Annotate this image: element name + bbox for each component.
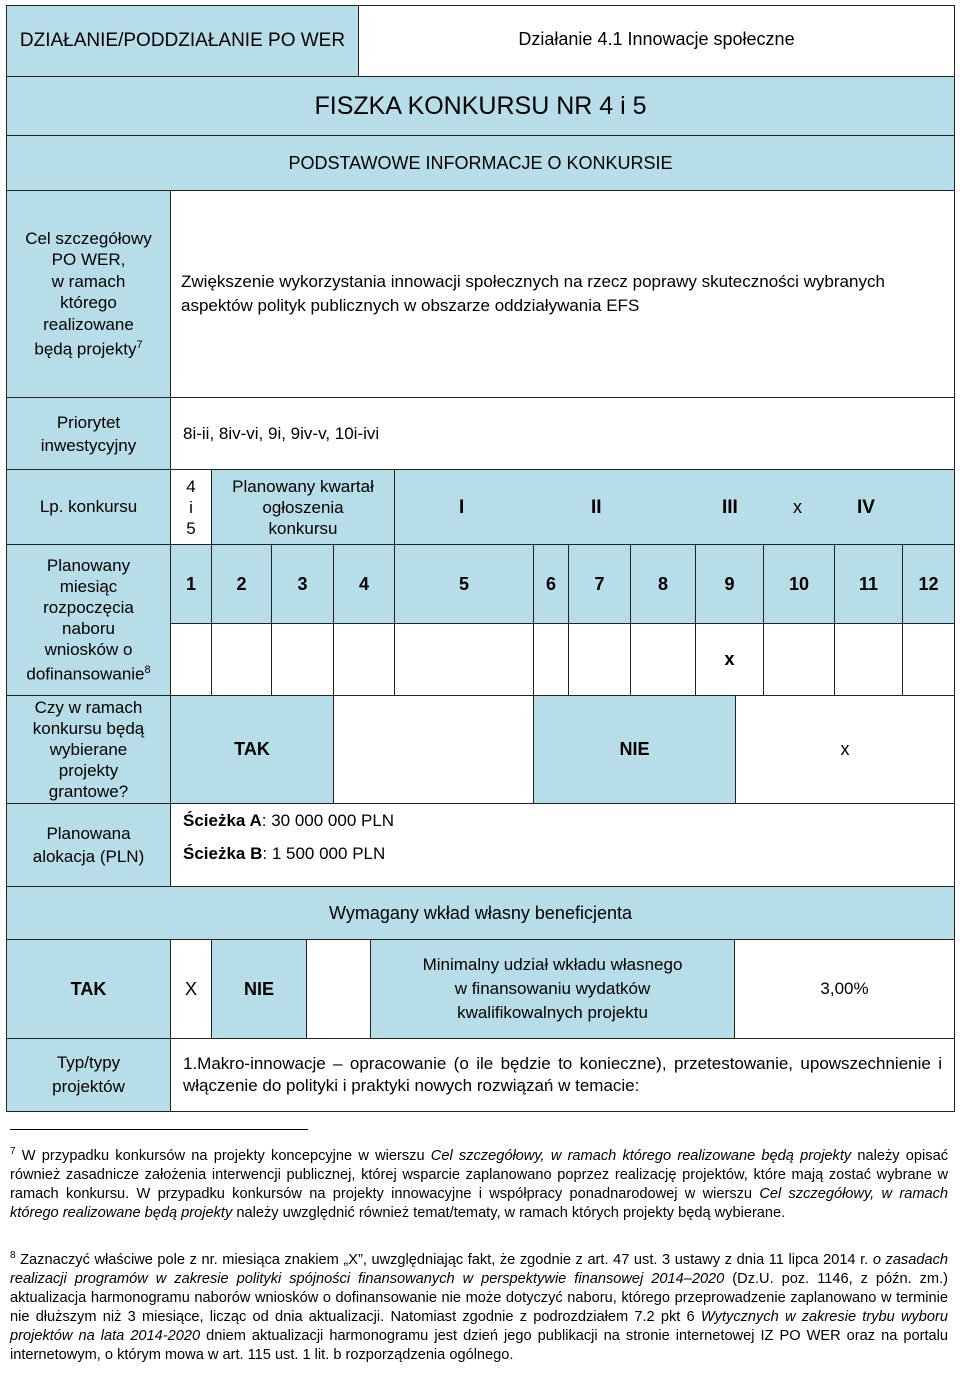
cel-label-line: PO WER, bbox=[51, 250, 126, 270]
month-number: 3 bbox=[297, 573, 308, 594]
grantowe-label-line: Czy w ramach bbox=[34, 698, 143, 717]
alokacja-label-cell bbox=[6, 803, 171, 887]
month-number: 4 bbox=[358, 573, 369, 594]
footnote-7 bbox=[10, 1142, 948, 1223]
lp-label-cell bbox=[6, 469, 171, 545]
cel-label-line: Cel szczegółowy bbox=[25, 228, 152, 248]
quarter-i: I bbox=[459, 497, 465, 518]
month-mark-cell-9[interactable] bbox=[695, 623, 764, 696]
footnote-8-text: dniem aktualizacji harmonogramu jest dzień jego publikacji na stronie internetowej IZ PO WER oraz na portalu internetowym, o którym mowa w art. 115 ust. 1 lit. b rozporządzenia ogólnego. bbox=[10, 1327, 948, 1363]
quarter-ii: II bbox=[591, 497, 602, 518]
grantowe-tak-label: TAK bbox=[234, 739, 270, 759]
typ-label-cell bbox=[6, 1038, 171, 1112]
cel-label-line bbox=[34, 335, 142, 360]
cel-value: Zwiększenie wykorzystania innowacji społecznych na rzecz poprawy skuteczności wybranych aspektów polityk publicznych w obszarze oddziaływania EFS bbox=[181, 272, 885, 315]
footnote-7-number: 7 bbox=[10, 1146, 16, 1157]
month-mark-cell[interactable] bbox=[394, 623, 534, 696]
action-label-cell bbox=[6, 5, 359, 77]
footnote-7-text: należy uwzględnić również temat/tematy, w ramach których projekty będą wybierane. bbox=[232, 1204, 786, 1221]
footnote-7-italic: Cel szczegółowy, w ramach którego realizowane będą projekty bbox=[10, 1185, 949, 1221]
miesiac-label-line bbox=[26, 660, 150, 685]
grantowe-label-line: konkursu będą bbox=[32, 719, 145, 738]
month-cell bbox=[533, 544, 569, 624]
month-cell bbox=[211, 544, 272, 624]
cel-value-cell bbox=[170, 190, 955, 398]
month-number: 8 bbox=[657, 573, 668, 594]
wklad-title-cell bbox=[6, 886, 955, 940]
month-number: 9 bbox=[724, 573, 735, 594]
grantowe-nie-mark-cell[interactable] bbox=[735, 695, 955, 804]
grantowe-nie-label: NIE bbox=[619, 739, 650, 759]
footnote-ref-8: 8 bbox=[144, 664, 151, 677]
subtitle-cell bbox=[6, 135, 955, 191]
footnote-separator bbox=[10, 1129, 308, 1130]
cel-label-line: w ramach bbox=[51, 271, 126, 291]
footnote-ref-7: 7 bbox=[136, 339, 143, 352]
month-mark-cell[interactable] bbox=[211, 623, 272, 696]
alokacja-sciezka-b bbox=[183, 837, 385, 870]
typ-value: 1.Makro-innowacje – opracowanie (o ile będzie to konieczne), przetestowanie, upowszechnienie i włączenie do polityki i praktyki nowych rozwiązań w temacie: bbox=[183, 1054, 942, 1095]
quarter-label-line: Planowany kwartał bbox=[232, 476, 374, 496]
quarter-label-line: ogłoszenia bbox=[262, 497, 344, 517]
miesiac-label-cell bbox=[6, 544, 171, 696]
alokacja-value-cell bbox=[170, 803, 955, 887]
quarter-label-line: konkursu bbox=[268, 518, 338, 538]
miesiac-label-line: rozpoczęcia bbox=[43, 598, 134, 618]
month-mark-cell[interactable] bbox=[568, 623, 631, 696]
month-cell bbox=[763, 544, 835, 624]
month-mark: x bbox=[724, 649, 735, 669]
footnote-7-italic: Cel szczegółowy, w ramach którego realizowane będą projekty bbox=[430, 1147, 852, 1164]
sciezka-b-value: : 1 500 000 PLN bbox=[262, 844, 386, 863]
month-number: 6 bbox=[545, 573, 556, 594]
sciezka-a-label: Ścieżka A bbox=[183, 811, 262, 830]
grantowe-tak-mark-cell[interactable] bbox=[333, 695, 534, 804]
month-mark-cell[interactable] bbox=[834, 623, 903, 696]
quarter-iv: IV bbox=[857, 497, 875, 518]
month-mark-cell[interactable] bbox=[630, 623, 696, 696]
month-number: 7 bbox=[594, 573, 605, 594]
quarter-mark: x bbox=[793, 497, 802, 517]
priorytet-label-cell bbox=[6, 397, 171, 470]
wklad-nie-mark-cell[interactable] bbox=[306, 939, 371, 1039]
grantowe-label-cell bbox=[6, 695, 171, 804]
action-label: DZIAŁANIE/PODDZIAŁANIE PO WER bbox=[19, 30, 346, 51]
quarter-label-cell bbox=[211, 469, 395, 545]
lp-value-line: 5 bbox=[186, 518, 196, 538]
month-mark-cell[interactable] bbox=[271, 623, 334, 696]
action-value: Działanie 4.1 Innowacje społeczne bbox=[518, 28, 795, 49]
month-number: 1 bbox=[185, 573, 196, 594]
month-number: 11 bbox=[858, 573, 879, 594]
alokacja-label-line: alokacja (PLN) bbox=[32, 847, 145, 866]
month-number: 5 bbox=[458, 573, 469, 594]
month-cell bbox=[568, 544, 631, 624]
footnote-7-text: W przypadku konkursów na projekty koncepcyjne w wierszu bbox=[15, 1147, 431, 1164]
wklad-min-label-line: w finansowaniu wydatków bbox=[454, 979, 651, 998]
month-cell bbox=[333, 544, 395, 624]
month-cell bbox=[394, 544, 534, 624]
quarter-iii: III bbox=[722, 497, 738, 518]
lp-value-cell bbox=[170, 469, 212, 545]
priorytet-label-line: Priorytet bbox=[56, 412, 121, 432]
wklad-tak-mark-cell[interactable] bbox=[170, 939, 212, 1039]
miesiac-label-last: dofinansowanie bbox=[26, 664, 145, 684]
month-number: 10 bbox=[788, 573, 810, 594]
month-cell bbox=[630, 544, 696, 624]
month-mark-cell[interactable] bbox=[902, 623, 955, 696]
wklad-tak-mark: X bbox=[184, 978, 197, 999]
month-number: 12 bbox=[918, 573, 939, 594]
action-value-cell bbox=[358, 5, 955, 77]
title-cell bbox=[6, 76, 955, 136]
priorytet-value: 8i-ii, 8iv-vi, 9i, 9iv-v, 10i-ivi bbox=[183, 423, 380, 443]
wklad-min-label-line: Minimalny udział wkładu własnego bbox=[422, 955, 683, 974]
wklad-tak-cell bbox=[6, 939, 171, 1039]
month-cell bbox=[834, 544, 903, 624]
wklad-tak-label: TAK bbox=[70, 978, 107, 999]
lp-value-line: 4 bbox=[186, 476, 196, 496]
wklad-min-label-cell bbox=[370, 939, 735, 1039]
priorytet-value-cell bbox=[170, 397, 955, 470]
grantowe-label-line: grantowe? bbox=[48, 782, 129, 801]
sciezka-a-value: : 30 000 000 PLN bbox=[261, 811, 395, 830]
miesiac-label-line: naboru bbox=[62, 619, 115, 639]
wklad-min-value: 3,00% bbox=[820, 979, 869, 998]
footnote-8-italic: Wytycznych w zakresie trybu wyboru projektów na lata 2014-2020 bbox=[10, 1308, 948, 1344]
footnote-8 bbox=[10, 1246, 948, 1365]
cel-label-line: realizowane bbox=[43, 314, 134, 334]
page-title: FISZKA KONKURSU NR 4 i 5 bbox=[314, 91, 647, 120]
wklad-nie-cell bbox=[211, 939, 307, 1039]
lp-value-line: i bbox=[189, 497, 193, 517]
typ-value-cell bbox=[170, 1038, 955, 1112]
footnote-8-text: (Dz.U. poz. 1146, z późn. zm.) aktualizacja harmonogramu naborów wniosków o dofinansowanie nie może dotyczyć naboru, którego przeprowadzenie zaplanowano w terminie nie dłuższym niż 3 miesiące, licząc od dnia aktualizacji. Natomiast zgodnie z podrozdziałem 7.2 pkt 6 bbox=[10, 1270, 948, 1325]
month-mark-cell[interactable] bbox=[170, 623, 212, 696]
miesiac-label-line: wniosków o bbox=[44, 640, 133, 660]
month-mark-cell[interactable] bbox=[533, 623, 569, 696]
alokacja-label-line: Planowana bbox=[46, 824, 131, 843]
miesiac-label-line: miesiąc bbox=[59, 577, 118, 597]
section-subtitle: PODSTAWOWE INFORMACJE O KONKURSIE bbox=[288, 152, 673, 173]
month-cell bbox=[271, 544, 334, 624]
cel-label-last: będą projekty bbox=[34, 339, 137, 359]
miesiac-label-line: Planowany bbox=[46, 556, 131, 576]
typ-label-line: projektów bbox=[52, 1077, 125, 1096]
month-mark-cell[interactable] bbox=[333, 623, 395, 696]
grantowe-label-line: wybierane bbox=[49, 740, 128, 759]
month-number: 2 bbox=[236, 573, 247, 594]
footnote-8-italic: o zasadach realizacji programów w zakresie polityki spójności finansowanych w perspektywie finansowej 2014–2020 bbox=[10, 1251, 948, 1287]
month-mark-cell[interactable] bbox=[763, 623, 835, 696]
grantowe-nie-cell bbox=[533, 695, 736, 804]
sciezka-b-label: Ścieżka B bbox=[183, 844, 263, 863]
cel-label-line: którego bbox=[60, 293, 117, 313]
footnote-8-text: Zaznaczyć właściwe pole z nr. miesiąca znakiem „X”, uwzględniając fakt, że zgodnie z art. 47 ust. 3 ustawy z dnia 11 lipca 2014 r. bbox=[15, 1251, 873, 1268]
footnote-8-number: 8 bbox=[10, 1250, 16, 1261]
month-cell bbox=[695, 544, 764, 624]
month-cell bbox=[902, 544, 955, 624]
alokacja-sciezka-a bbox=[183, 804, 394, 837]
cel-label-cell bbox=[6, 190, 171, 398]
footnote-7-text: należy opisać również zasadnicze założenia interwencji publicznej, której wsparcie zaplanowano poprzez realizację projektów, które mają zostać wybrane w ramach konkursu. W przypadku konkursów na projekty innowacyjne i współpracy ponadnarodowej w wierszu bbox=[10, 1147, 948, 1202]
lp-label: Lp. konkursu bbox=[39, 497, 138, 516]
typ-label-line: Typ/typy bbox=[56, 1053, 121, 1072]
grantowe-label-line: projekty bbox=[58, 761, 119, 780]
priorytet-label-line: inwestycyjny bbox=[40, 435, 137, 455]
wklad-nie-label: NIE bbox=[243, 978, 274, 999]
wklad-min-value-cell bbox=[734, 939, 955, 1039]
wklad-min-label-line: kwalifikowalnych projektu bbox=[457, 1003, 648, 1022]
month-cell bbox=[170, 544, 212, 624]
grantowe-tak-cell bbox=[170, 695, 334, 804]
wklad-title: Wymagany wkład własny beneficjenta bbox=[329, 902, 632, 923]
grantowe-mark: x bbox=[840, 739, 850, 759]
